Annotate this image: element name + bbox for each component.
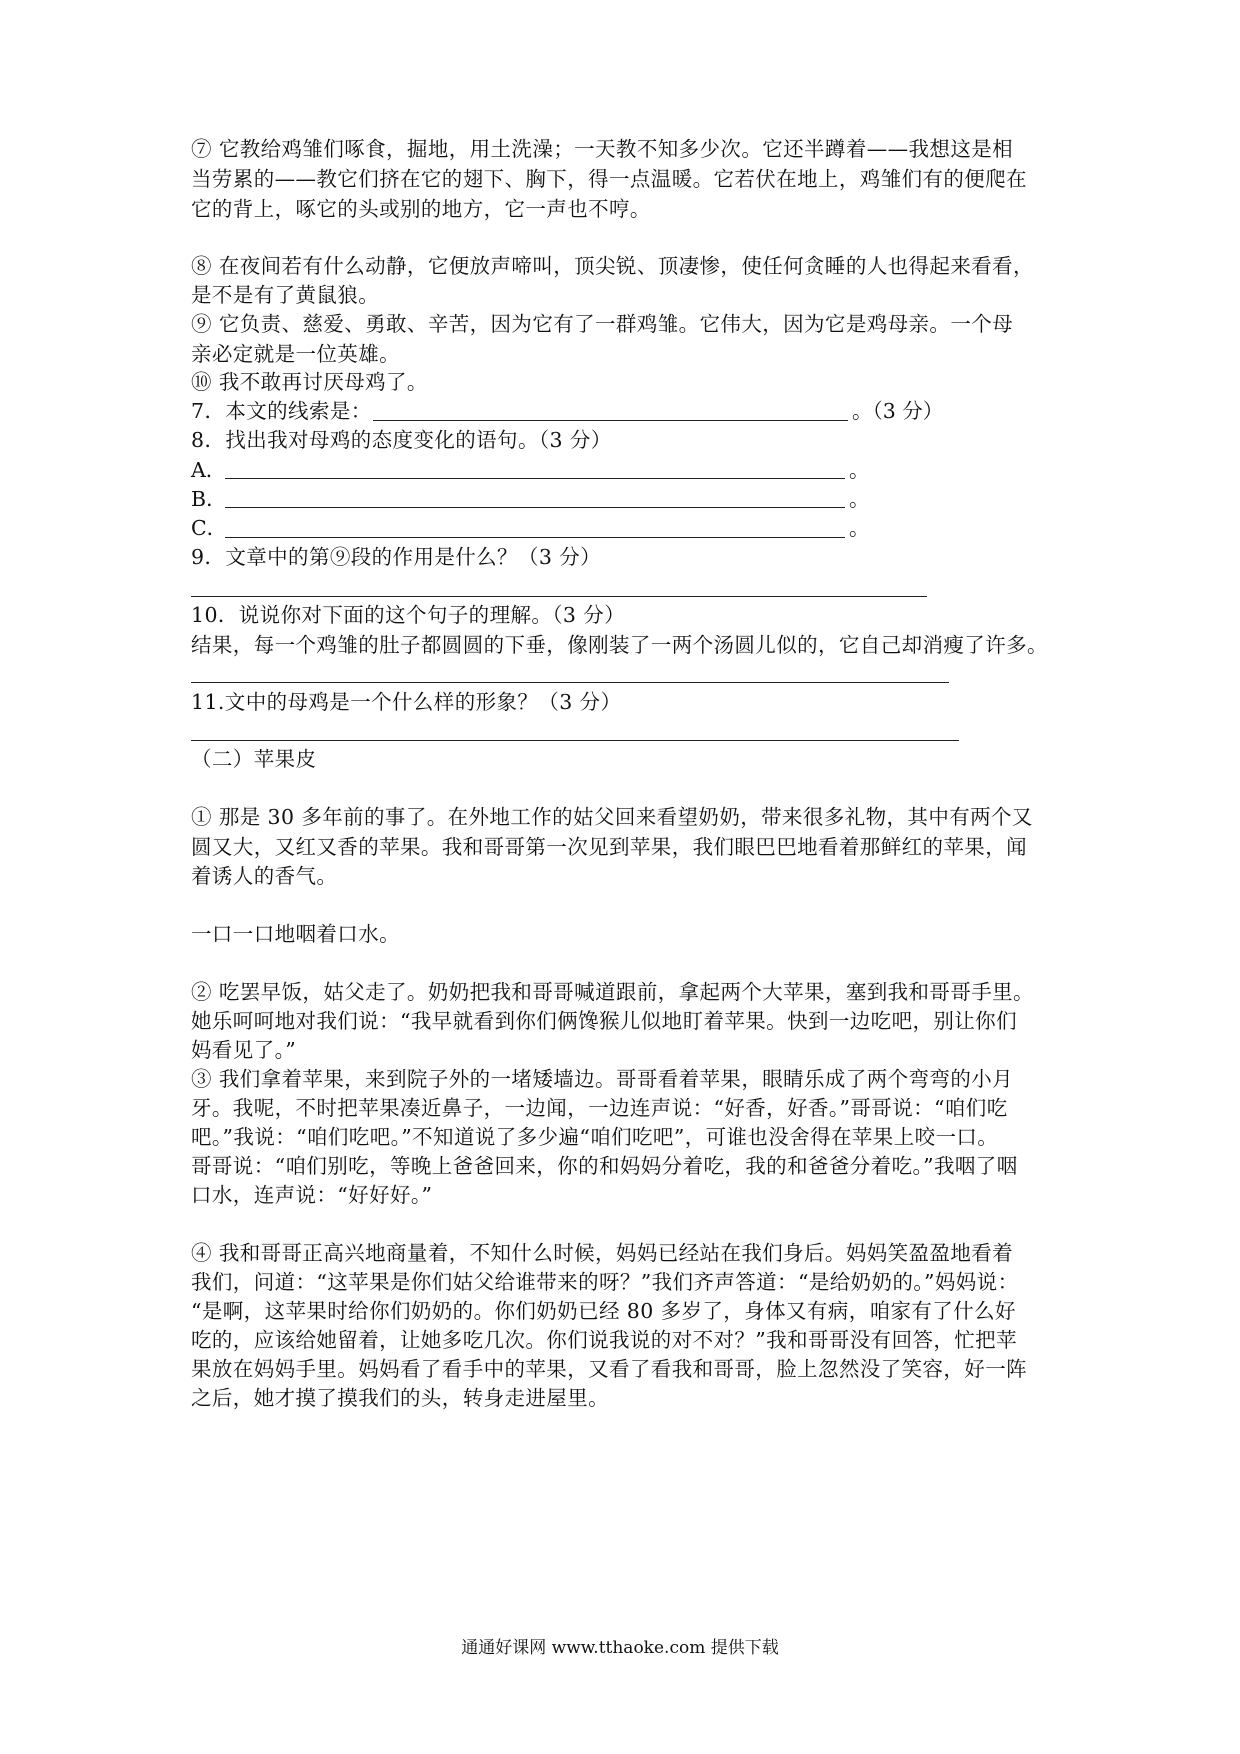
question-8-answer-line-a[interactable] [225,478,845,479]
question-11-answer-line[interactable] [191,740,959,741]
question-8-end-c: 。 [849,516,870,540]
paragraph-7-line-1: ⑦ 它教给鸡雏们啄食，掘地，用土洗澡；一天教不知多少次。它还半蹲着——我想这是相 [191,137,1014,161]
question-11-label: 11.文中的母鸡是一个什么样的形象？（3 分） [191,690,622,714]
passage-2-p4-line-2: 我们，问道：“这苹果是你们姑父给谁带来的呀？”我们齐声答道：“是给奶奶的。”妈妈说： [191,1270,1019,1294]
question-7-answer-line[interactable] [373,420,848,421]
passage-2-p1-line-2: 圆又大，又红又香的苹果。我和哥哥第一次见到苹果，我们眼巴巴地看着那鲜红的苹果，闻 [191,835,1027,859]
question-8-option-b: B． [191,487,227,511]
question-8-option-c: C． [191,516,228,540]
passage-2-p3-line-4: 哥哥说：“咱们别吃，等晚上爸爸回来，你的和妈妈分着吃，我的和爸爸分着吃。”我咽了咽 [191,1154,1018,1178]
paragraph-7-line-2: 当劳累的——教它们挤在它的翅下、胸下，得一点温暖。它若伏在地上，鸡雏们有的便爬在 [191,167,1027,191]
question-9-label: 9．文章中的第⑨段的作用是什么？（3 分） [191,545,602,569]
question-9-answer-line[interactable] [191,596,927,597]
passage-2-p2-line-1: ② 吃罢早饭，姑父走了。奶奶把我和哥哥喊道跟前，拿起两个大苹果，塞到我和哥哥手里。 [191,980,1034,1004]
passage-2-p1-line-3: 着诱人的香气。 [191,864,338,888]
passage-2-p1b: 一口一口地咽着口水。 [191,922,400,946]
question-7-suffix: 。（3 分） [852,399,944,423]
page-footer: 通通好课网 www.tthaoke.com 提供下载 [461,1638,779,1658]
paragraph-9-line-1: ⑨ 它负责、慈爱、勇敢、辛苦，因为它有了一群鸡雏。它伟大，因为它是鸡母亲。一个母 [191,312,1014,336]
passage-2-title: （二）苹果皮 [191,747,317,771]
paragraph-8-line-1: ⑧ 在夜间若有什么动静，它便放声啼叫，顶尖锐、顶凄惨，使任何贪睡的人也得起来看看， [191,254,1034,278]
passage-2-p4-line-5: 果放在妈妈手里。妈妈看了看手中的苹果，又看了看我和哥哥，脸上忽然没了笑容，好一阵 [191,1357,1027,1381]
question-8-label: 8．找出我对母鸡的态度变化的语句。（3 分） [191,428,612,452]
question-7-label: 7．本文的线索是： [191,399,372,423]
paragraph-7-line-3: 它的背上，啄它的头或别的地方，它一声也不哼。 [191,197,651,221]
passage-2-p2-line-3: 妈看见了。” [191,1038,297,1062]
passage-2-p2-line-2: 她乐呵呵地对我们说：“我早就看到你们俩馋猴儿似地盯着苹果。快到一边吃吧，别让你们 [191,1009,1017,1033]
passage-2-p4-line-1: ④ 我和哥哥正高兴地商量着，不知什么时候，妈妈已经站在我们身后。妈妈笑盈盈地看着 [191,1241,1014,1265]
paragraph-10: ⑩ 我不敢再讨厌母鸡了。 [191,370,428,394]
passage-2-p3-line-1: ③ 我们拿着苹果，来到院子外的一堵矮墙边。哥哥看着苹果，眼睛乐成了两个弯弯的小月 [191,1067,1014,1091]
question-10-label: 10．说说你对下面的这个句子的理解。（3 分） [191,603,626,627]
passage-2-p3-line-3: 吧。”我说：“咱们吃吧。”不知道说了多少遍“咱们吃吧”，可谁也没舍得在苹果上咬一口。 [191,1125,999,1149]
question-8-end-b: 。 [849,487,870,511]
question-8-answer-line-c[interactable] [225,537,845,538]
paragraph-8-line-2: 是不是有了黄鼠狼。 [191,283,380,307]
question-8-answer-line-b[interactable] [225,507,845,508]
passage-2-p4-line-4: 吃的，应该给她留着，让她多吃几次。你们说我说的对不对？”我和哥哥没有回答，忙把苹 [191,1328,1017,1352]
passage-2-p4-line-6: 之后，她才摸了摸我们的头，转身走进屋里。 [191,1386,609,1410]
passage-2-p1-line-1: ① 那是 30 多年前的事了。在外地工作的姑父回来看望奶奶，带来很多礼物，其中有两个又 [191,805,1033,829]
question-10-quote: 结果，每一个鸡雏的肚子都圆圆的下垂，像刚装了一两个汤圆儿似的，它自己却消瘦了许多。 [191,633,1048,657]
question-10-answer-line[interactable] [191,682,949,683]
paragraph-9-line-2: 亲必定就是一位英雄。 [191,342,400,366]
passage-2-p4-line-3: “是啊，这苹果时给你们奶奶的。你们奶奶已经 80 多岁了，身体又有病，咱家有了什么好 [191,1299,1016,1323]
passage-2-p3-line-5: 口水，连声说：“好好好。” [191,1183,433,1207]
question-8-option-a: A． [191,458,227,482]
passage-2-p3-line-2: 牙。我呢，不时把苹果凑近鼻子，一边闻，一边连声说：“好香，好香。”哥哥说：“咱们吃 [191,1096,1008,1120]
question-8-end-a: 。 [849,458,870,482]
